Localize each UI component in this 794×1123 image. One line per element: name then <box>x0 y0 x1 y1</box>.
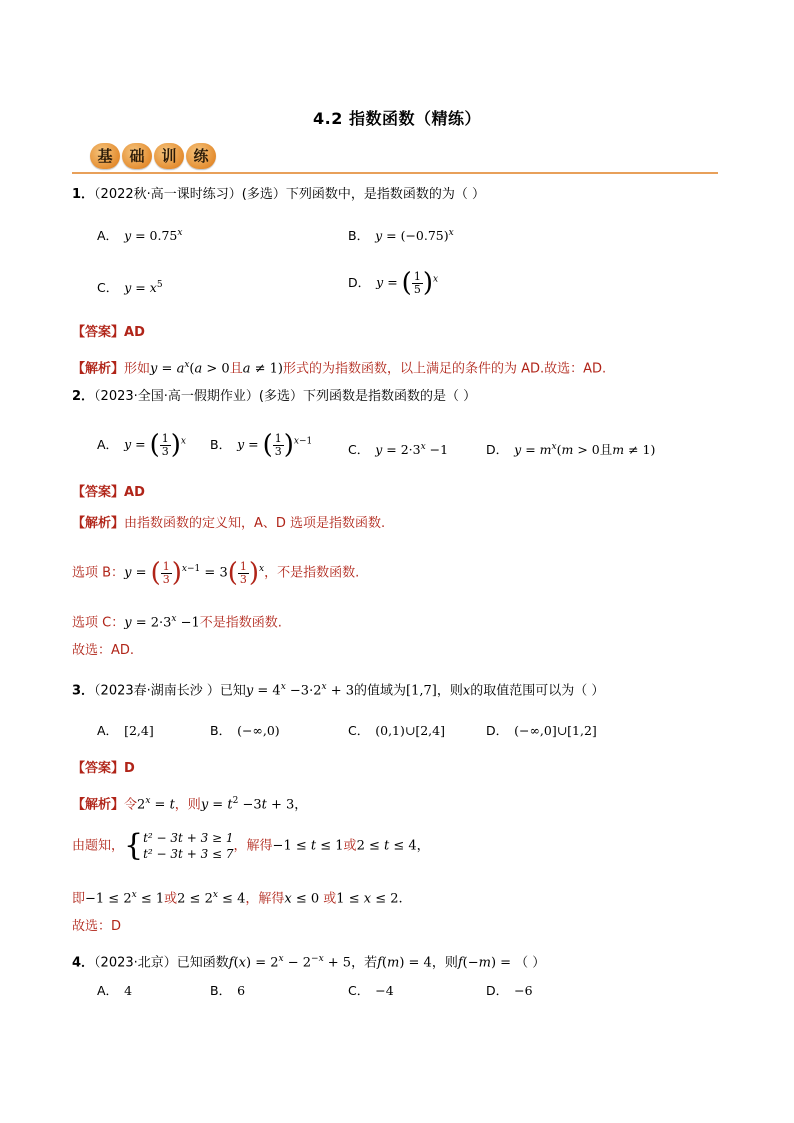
q3-let-mid: ，则 <box>174 797 201 813</box>
q2-analysis-text: 由指数函数的定义知，A、D 选项是指数函数. <box>124 516 386 531</box>
q3-stem-pre: （2023春·湖南长沙 ）已知 <box>94 683 246 699</box>
q3-then-or2: 或 <box>323 891 337 907</box>
banner-char-4: 练 <box>186 143 216 169</box>
q3-then-mid: ，解得 <box>245 891 285 907</box>
q3-answer <box>72 760 135 778</box>
q2-line-c-post: 不是指数函数. <box>199 615 282 631</box>
q3-option-b: B． (−∞,0) <box>210 723 280 738</box>
q2-answer-label: 【答案】 <box>72 485 125 500</box>
q2-option-b-label: B． <box>210 436 232 452</box>
banner-char-1: 基 <box>90 143 120 169</box>
q3-inference: 即$-1 \le 2^x \le 1$或$2 \le 2^x \le 4$，解得x ≤ 0 或1 ≤ x ≤ 2. <box>72 890 403 907</box>
q3-condition: 由题知，{ t² − 3t + 3 ≥ 1 t² − 3t + 3 ≤ 7 ，解得−1 ≤ t ≤ 1或2 ≤ t ≤ 4， <box>72 828 430 863</box>
q4-option-a <box>97 982 132 1000</box>
q2-option-c-label: C． <box>348 442 370 458</box>
q4-option-d-label: D． <box>486 983 509 998</box>
q1-answer <box>72 324 145 342</box>
question-3-number: 3． <box>72 683 95 699</box>
q3-then-or: 或 <box>164 891 178 907</box>
q2-line-c-pre: 选项 C： <box>72 615 125 631</box>
q1-analysis-pre: 形如 <box>124 361 151 377</box>
banner-char-3: 训 <box>154 143 184 169</box>
page-title: 4.2 指数函数（精练） <box>313 109 481 128</box>
q2-line-b-post: ，不是指数函数. <box>264 565 360 581</box>
q3-analysis: 【解析】令$2^x = t$，则$y = t^2 -3t + 3$， <box>72 796 308 813</box>
q1-analysis-rest: 形式的为指数函数，以上满足的条件的为 AD.故选：AD. <box>282 361 607 377</box>
q3-analysis-label: 【解析】 <box>72 797 125 813</box>
q1-analysis: 【解析】形如$y = a^x(a > 0$且a ≠ 1)形式的为指数函数，以上满足的条件的为 AD.故选：AD. <box>72 360 607 377</box>
question-1-stem <box>72 186 485 204</box>
q1-option-a-label: A． <box>97 228 119 244</box>
q3-option-d: D． (−∞,0]∪[1,2] <box>486 723 597 738</box>
section-rule <box>72 172 718 174</box>
q1-option-b-label: B． <box>348 228 370 244</box>
question-2-stem <box>72 388 476 406</box>
q3-option-b-label: B． <box>210 723 232 738</box>
q4-stem-pre: （2023·北京）已知函数 <box>94 955 229 971</box>
q2-option-d-label: D． <box>486 442 509 458</box>
q3-cond-or: 或 <box>343 838 357 854</box>
q3-stem-post: 的取值范围可以为（ ） <box>470 683 605 699</box>
q3-option-a-label: A． <box>97 723 119 738</box>
q4-stem-mid: ，若 <box>351 955 378 971</box>
q4-option-b <box>210 982 245 1000</box>
q3-stem-mid2: ，则 <box>436 683 463 699</box>
q3-cond-mid: ，解得 <box>233 838 273 854</box>
q3-answer-label: 【答案】 <box>72 761 125 776</box>
q4-stem-post: （ ） <box>515 955 546 971</box>
q2-option-c-analysis: 选项 C：$y = 2\cdot 3^x -1$不是指数函数. <box>72 614 282 631</box>
q3-answer-value: D <box>124 761 135 776</box>
q3-stem-mid: 的值域为 <box>354 683 407 699</box>
q1-option-d: D． y = ( $\frac{1}{5}$ )$^x$ <box>348 268 439 298</box>
q4-option-d-value: −6 <box>514 983 533 998</box>
q2-answer <box>72 484 145 502</box>
q3-option-c: C． (0,1)∪[2,4] <box>348 723 445 738</box>
q4-stem-mid2: ，则 <box>431 955 458 971</box>
q2-answer-value: AD <box>124 485 145 500</box>
q4-option-b-value: 6 <box>237 983 246 998</box>
section-banner <box>90 143 216 171</box>
q2-option-b: B． y = ( $\frac{1}{3}$ )$^{x-1}$ <box>210 430 313 460</box>
question-2-number: 2． <box>72 389 95 404</box>
q1-option-b: B． $y = (-0.75)^x$ <box>348 228 454 244</box>
q4-option-c <box>348 982 394 1000</box>
q1-option-c: C． $y = x^5$ <box>97 280 163 296</box>
q2-option-a-label: A． <box>97 436 119 452</box>
question-2-text: （2023·全国·高一假期作业）(多选）下列函数是指数函数的是（ ） <box>94 389 477 404</box>
q3-then-pre: 即 <box>72 891 86 907</box>
question-3-stem: 3．（2023春·湖南长沙 ）已知$y = 4^x -3\cdot 2^x + 3$的值域为[1,7]，则x的取值范围可以为（ ） <box>72 682 605 699</box>
q4-option-a-label: A． <box>97 983 119 998</box>
q1-option-d-label: D． <box>348 274 371 290</box>
q1-answer-value: AD <box>124 325 145 340</box>
q2-option-c: C． $y = 2\cdot 3^x -1$ <box>348 442 449 458</box>
q1-answer-label: 【答案】 <box>72 325 125 340</box>
q1-option-a: A． $y = 0.75^x$ <box>97 228 183 244</box>
q1-analysis-label: 【解析】 <box>72 361 125 377</box>
q3-option-d-label: D． <box>486 723 509 738</box>
q3-let-pre: 令 <box>124 797 138 813</box>
q2-option-d: D． $y = m^x(m > 0$且m ≠ 1) <box>486 442 656 458</box>
q2-option-b-analysis: 选项 B：y = ( $\frac{1}{3}$ )$^{x-1}$ = 3( $\frac{1}{3}$ )$^x$，不是指数函数. <box>72 558 360 588</box>
q2-line-b-pre: 选项 B： <box>72 565 125 581</box>
q3-option-a: A． [2,4] <box>97 723 154 738</box>
question-4-stem: 4．（2023·北京）已知函数$f(x) = 2^x - 2^{-x} + 5$，若f(m) = 4，则f(−m) = （ ） <box>72 954 546 971</box>
q2-conclusion: 故选：AD. <box>72 643 135 658</box>
q2-option-a: A． y = ( $\frac{1}{3}$ )$^x$ <box>97 430 186 460</box>
q2-analysis <box>72 515 385 533</box>
q1-option-c-label: C． <box>97 280 119 296</box>
q3-cond-pre: 由题知， <box>72 838 125 854</box>
q4-option-a-value: 4 <box>124 983 133 998</box>
q4-option-b-label: B． <box>210 983 232 998</box>
q3-option-c-label: C． <box>348 723 370 738</box>
q3-conclusion: 故选：D <box>72 919 122 934</box>
question-4-number: 4． <box>72 955 95 971</box>
question-1-text: （2022秋·高一课时练习）(多选）下列函数中，是指数函数的为（ ） <box>94 187 485 202</box>
q4-option-d <box>486 982 533 1000</box>
question-1-number: 1． <box>72 187 95 202</box>
q2-analysis-label: 【解析】 <box>72 516 125 531</box>
q4-option-c-label: C． <box>348 983 370 998</box>
banner-char-2: 础 <box>122 143 152 169</box>
q4-option-c-value: −4 <box>375 983 394 998</box>
